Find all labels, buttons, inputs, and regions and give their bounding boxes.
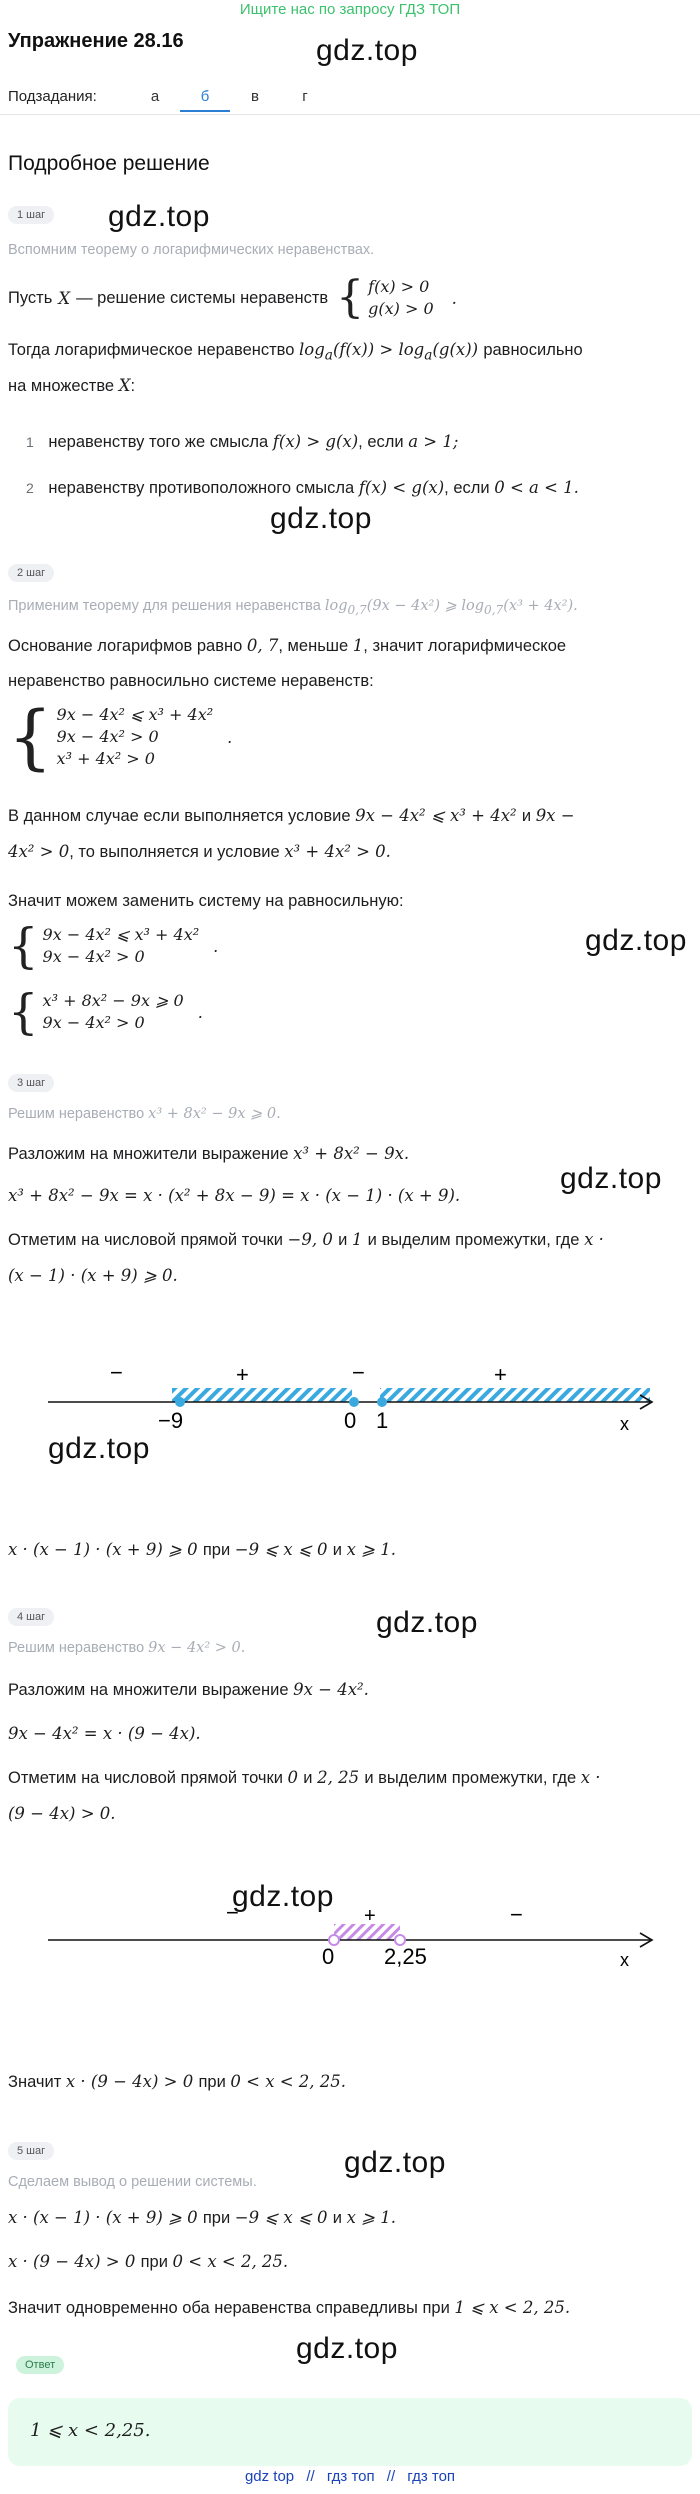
footer-separator: // bbox=[386, 2468, 396, 2485]
divider bbox=[0, 114, 700, 115]
math: 9x − 4x² > 0. bbox=[148, 1640, 246, 1656]
tick-label: 1 bbox=[376, 1408, 389, 1433]
math: x ⩾ 1. bbox=[346, 2208, 396, 2227]
step-badge: 3 шаг bbox=[8, 1074, 54, 1092]
tick-label: 0 bbox=[322, 1944, 335, 1969]
math: x ⩾ 1. bbox=[346, 1540, 396, 1559]
text: Значит одновременно оба неравенства справедливы при bbox=[8, 2299, 450, 2317]
text: неравенству того же смысла bbox=[48, 433, 269, 451]
math: −9, 0 bbox=[287, 1230, 339, 1249]
math: 9x − 4x² ⩽ x³ + 4x² bbox=[56, 705, 214, 724]
tick-label: 2,25 bbox=[384, 1944, 427, 1969]
math: x³ + 8x² − 9x = x · (x² + 8x − 9) = x · (x − 1) · (x + 9). bbox=[8, 1186, 461, 1205]
text: на множестве bbox=[8, 377, 115, 395]
math: x³ + 4x² > 0 bbox=[56, 749, 155, 768]
sign-label: − bbox=[352, 1360, 365, 1385]
math: 9x − 4x² > 0 bbox=[42, 947, 145, 966]
step2-case-line2 bbox=[8, 842, 391, 862]
step1-then-line bbox=[8, 340, 583, 363]
math: 9x − 4x² = x · (9 − 4x). bbox=[8, 1724, 201, 1743]
text: при bbox=[202, 1541, 231, 1559]
text: Разложим на множители выражение bbox=[8, 1145, 289, 1163]
math: 1 ⩽ x < 2, 25. bbox=[454, 2298, 571, 2317]
math: X bbox=[58, 288, 71, 308]
tick-label: 0 bbox=[344, 1408, 357, 1433]
subtasks-label: Подзадания: bbox=[8, 88, 97, 105]
math: −9 ⩽ x ⩽ 0 bbox=[234, 1540, 333, 1559]
text: Основание логарифмов равно bbox=[8, 637, 243, 655]
text: при bbox=[198, 2073, 226, 2091]
step-badge: 2 шаг bbox=[8, 564, 54, 582]
math: . bbox=[227, 727, 233, 747]
math: . bbox=[197, 1002, 203, 1022]
math: x³ + 8x² − 9x ⩾ 0. bbox=[148, 1106, 281, 1122]
math: $\log_a(f(x)) > \log_a(g(x))$ bbox=[299, 340, 484, 364]
footer-separator: // bbox=[306, 2468, 315, 2485]
math: f(x) > g(x) bbox=[272, 432, 359, 451]
brace: { bbox=[8, 918, 39, 974]
math: 0 < x < 2, 25. bbox=[172, 2252, 289, 2271]
math: 1 bbox=[352, 636, 364, 655]
system bbox=[8, 984, 203, 1040]
text: равносильно bbox=[483, 341, 583, 359]
text: Значит bbox=[8, 2073, 62, 2091]
text: , меньше bbox=[278, 637, 349, 655]
step3-result-line bbox=[8, 1540, 396, 1560]
system-lines bbox=[43, 990, 184, 1034]
math: g(x) > 0 bbox=[368, 299, 434, 318]
system bbox=[8, 696, 233, 778]
math: f(x) < g(x) bbox=[358, 478, 445, 497]
step-intro bbox=[8, 1640, 245, 1656]
brace: { bbox=[8, 696, 53, 778]
subtasks-tabs bbox=[130, 82, 330, 112]
text: Применим теорему для решения неравенства bbox=[8, 598, 321, 614]
step5-line-1 bbox=[8, 2208, 396, 2228]
watermark: gdz.top bbox=[560, 1162, 662, 1195]
text: и bbox=[521, 807, 532, 825]
tick-label: −9 bbox=[158, 1408, 184, 1433]
text: и bbox=[303, 1769, 313, 1787]
text: Тогда логарифмическое неравенство bbox=[8, 341, 295, 359]
math: X bbox=[118, 376, 131, 395]
math: 0 < a < 1. bbox=[494, 478, 579, 497]
watermark: gdz.top bbox=[232, 1880, 334, 1913]
tab-v[interactable]: в bbox=[251, 88, 259, 105]
text: — решение системы неравенств bbox=[76, 288, 329, 307]
list-item bbox=[8, 432, 458, 452]
math: 2, 25 bbox=[317, 1768, 365, 1787]
sign-label: − bbox=[110, 1360, 123, 1385]
answer-badge: Ответ bbox=[16, 2356, 64, 2374]
step4-mark-line bbox=[8, 1768, 601, 1788]
math: . bbox=[451, 288, 457, 308]
math: $\log_{0,7}(9x - 4x^2)$ ⩾ $\log_{0,7}(x^3 + 4x^2)$. bbox=[324, 598, 578, 617]
list-number: 1 bbox=[26, 434, 34, 450]
sign-label: − bbox=[226, 1900, 239, 1925]
point-minus-9 bbox=[175, 1397, 185, 1407]
math: x³ + 8x² − 9x. bbox=[293, 1144, 410, 1163]
math: 0, 7 bbox=[246, 636, 279, 655]
math: f(x) > 0 bbox=[368, 277, 430, 296]
watermark: gdz.top bbox=[344, 2146, 446, 2179]
system bbox=[8, 918, 219, 974]
sign-label: + bbox=[494, 1362, 507, 1387]
text: Пусть bbox=[8, 288, 53, 307]
list-number: 2 bbox=[26, 480, 34, 496]
text: , если bbox=[444, 479, 490, 497]
math: a > 1; bbox=[408, 432, 459, 451]
tab-a[interactable]: а bbox=[150, 88, 160, 105]
math: x · (9 − 4x) > 0 bbox=[65, 2072, 199, 2091]
tab-g[interactable]: г bbox=[302, 88, 308, 105]
brace: { bbox=[8, 984, 39, 1040]
system-lines bbox=[43, 924, 200, 968]
interval-hatch bbox=[380, 1388, 650, 1402]
step1-let-line bbox=[8, 272, 457, 323]
watermark: gdz.top bbox=[316, 34, 418, 67]
text: В данном случае если выполняется условие bbox=[8, 807, 351, 825]
point-1 bbox=[377, 1397, 387, 1407]
text: неравенство равносильно системе неравенств: bbox=[8, 672, 374, 690]
text: , если bbox=[358, 433, 404, 451]
answer-box bbox=[8, 2398, 692, 2466]
search-banner[interactable]: Ищите нас по запросу ГДЗ ТОП bbox=[239, 1, 461, 18]
section-heading: Подробное решение bbox=[8, 152, 210, 175]
math: . bbox=[213, 936, 219, 956]
step-badge: 5 шаг bbox=[8, 2142, 54, 2160]
step-intro bbox=[8, 598, 578, 617]
math: x · bbox=[580, 1768, 601, 1787]
math: 9x − 4x². bbox=[293, 1680, 369, 1699]
text: и bbox=[332, 2209, 342, 2227]
sign-label: − bbox=[510, 1902, 523, 1927]
text: и bbox=[332, 1541, 342, 1559]
tick-label: x bbox=[620, 1950, 629, 1970]
interval-hatch bbox=[172, 1388, 352, 1402]
watermark: gdz.top bbox=[585, 924, 687, 957]
point-0 bbox=[349, 1397, 359, 1407]
text: , то выполняется и условие bbox=[69, 843, 280, 861]
math: −9 ⩽ x ⩽ 0 bbox=[234, 2208, 333, 2227]
list-item bbox=[8, 478, 579, 498]
text: Решим неравенство bbox=[8, 1106, 145, 1122]
math: 0 < x < 2, 25. bbox=[230, 2072, 347, 2091]
step4-factor-line bbox=[8, 1680, 369, 1700]
text: и выделим промежутки, где bbox=[367, 1231, 580, 1249]
sign-label: + bbox=[236, 1362, 249, 1387]
math: x³ + 4x² > 0. bbox=[284, 842, 391, 861]
system-lines bbox=[57, 704, 214, 770]
footer-link[interactable]: гдз топ bbox=[326, 2468, 375, 2485]
text: Решим неравенство bbox=[8, 1640, 145, 1656]
step2-case-line bbox=[8, 806, 575, 826]
math: 9x − 4x² ⩽ x³ + 4x² bbox=[355, 806, 522, 825]
step-badge: 4 шаг bbox=[8, 1608, 54, 1626]
math: x³ + 8x² − 9x ⩾ 0 bbox=[42, 991, 184, 1010]
math: 9x − bbox=[535, 806, 575, 825]
math: 9x − 4x² > 0 bbox=[42, 1013, 145, 1032]
text: и bbox=[338, 1231, 348, 1249]
math: x · (x − 1) · (x + 9) ⩾ 0 bbox=[8, 2208, 203, 2227]
watermark: gdz.top bbox=[270, 502, 372, 535]
step5-line-2 bbox=[8, 2252, 288, 2272]
system-lines bbox=[368, 276, 434, 320]
text: неравенству противоположного смысла bbox=[48, 479, 355, 497]
text: при bbox=[202, 2209, 231, 2227]
text: при bbox=[140, 2253, 168, 2271]
math: x · (x − 1) · (x + 9) ⩾ 0 bbox=[8, 1540, 203, 1559]
watermark: gdz.top bbox=[296, 2332, 398, 2365]
watermark: gdz.top bbox=[108, 200, 210, 233]
watermark: gdz.top bbox=[376, 1606, 478, 1639]
math: 9x − 4x² > 0 bbox=[56, 727, 159, 746]
number-line-1 bbox=[0, 1300, 700, 1440]
footer-link[interactable]: gdz top bbox=[244, 2468, 295, 2485]
brace: { bbox=[336, 272, 365, 323]
step-intro bbox=[8, 1106, 281, 1122]
step-intro: Сделаем вывод о решении системы. bbox=[8, 2174, 257, 2190]
step3-mark-line bbox=[8, 1230, 604, 1250]
sign-label: + bbox=[364, 1905, 376, 1927]
step3-factor-line bbox=[8, 1144, 409, 1164]
step1-set-line: на множестве X: bbox=[8, 376, 136, 395]
tick-label: x bbox=[620, 1414, 629, 1434]
step4-result-line bbox=[8, 2072, 346, 2092]
watermark: gdz.top bbox=[48, 1432, 150, 1465]
math: (9 − 4x) > 0. bbox=[8, 1804, 116, 1823]
step2-base-line bbox=[8, 636, 566, 656]
step-intro: Вспомним теорему о логарифмических неравенствах. bbox=[8, 242, 375, 258]
text: Значит можем заменить систему на равносильную: bbox=[8, 892, 404, 910]
step5-line-3 bbox=[8, 2298, 570, 2318]
answer-value: 1 ⩽ x < 2,25. bbox=[30, 2420, 151, 2441]
text: Разложим на множители выражение bbox=[8, 1681, 289, 1699]
page-title: Упражнение 28.16 bbox=[8, 30, 184, 52]
math: 0 bbox=[287, 1768, 304, 1787]
footer-link[interactable]: гдз топ bbox=[407, 2468, 456, 2485]
text: , значит логарифмическое bbox=[363, 637, 567, 655]
text: и выделим промежутки, где bbox=[364, 1769, 577, 1787]
text: Отметим на числовой прямой точки bbox=[8, 1769, 283, 1787]
system bbox=[336, 272, 457, 323]
step-badge: 1 шаг bbox=[8, 206, 54, 224]
math: (x − 1) · (x + 9) ⩾ 0. bbox=[8, 1266, 178, 1285]
footer-links bbox=[0, 2468, 700, 2485]
math: 1 bbox=[351, 1230, 368, 1249]
math: 4x² > 0 bbox=[8, 842, 70, 861]
number-line-2 bbox=[0, 1860, 700, 1970]
math: x · (9 − 4x) > 0 bbox=[8, 2252, 141, 2271]
math: x · bbox=[584, 1230, 604, 1249]
tab-b[interactable]: б bbox=[180, 82, 230, 112]
math: 9x − 4x² ⩽ x³ + 4x² bbox=[42, 925, 200, 944]
text: Отметим на числовой прямой точки bbox=[8, 1231, 283, 1249]
